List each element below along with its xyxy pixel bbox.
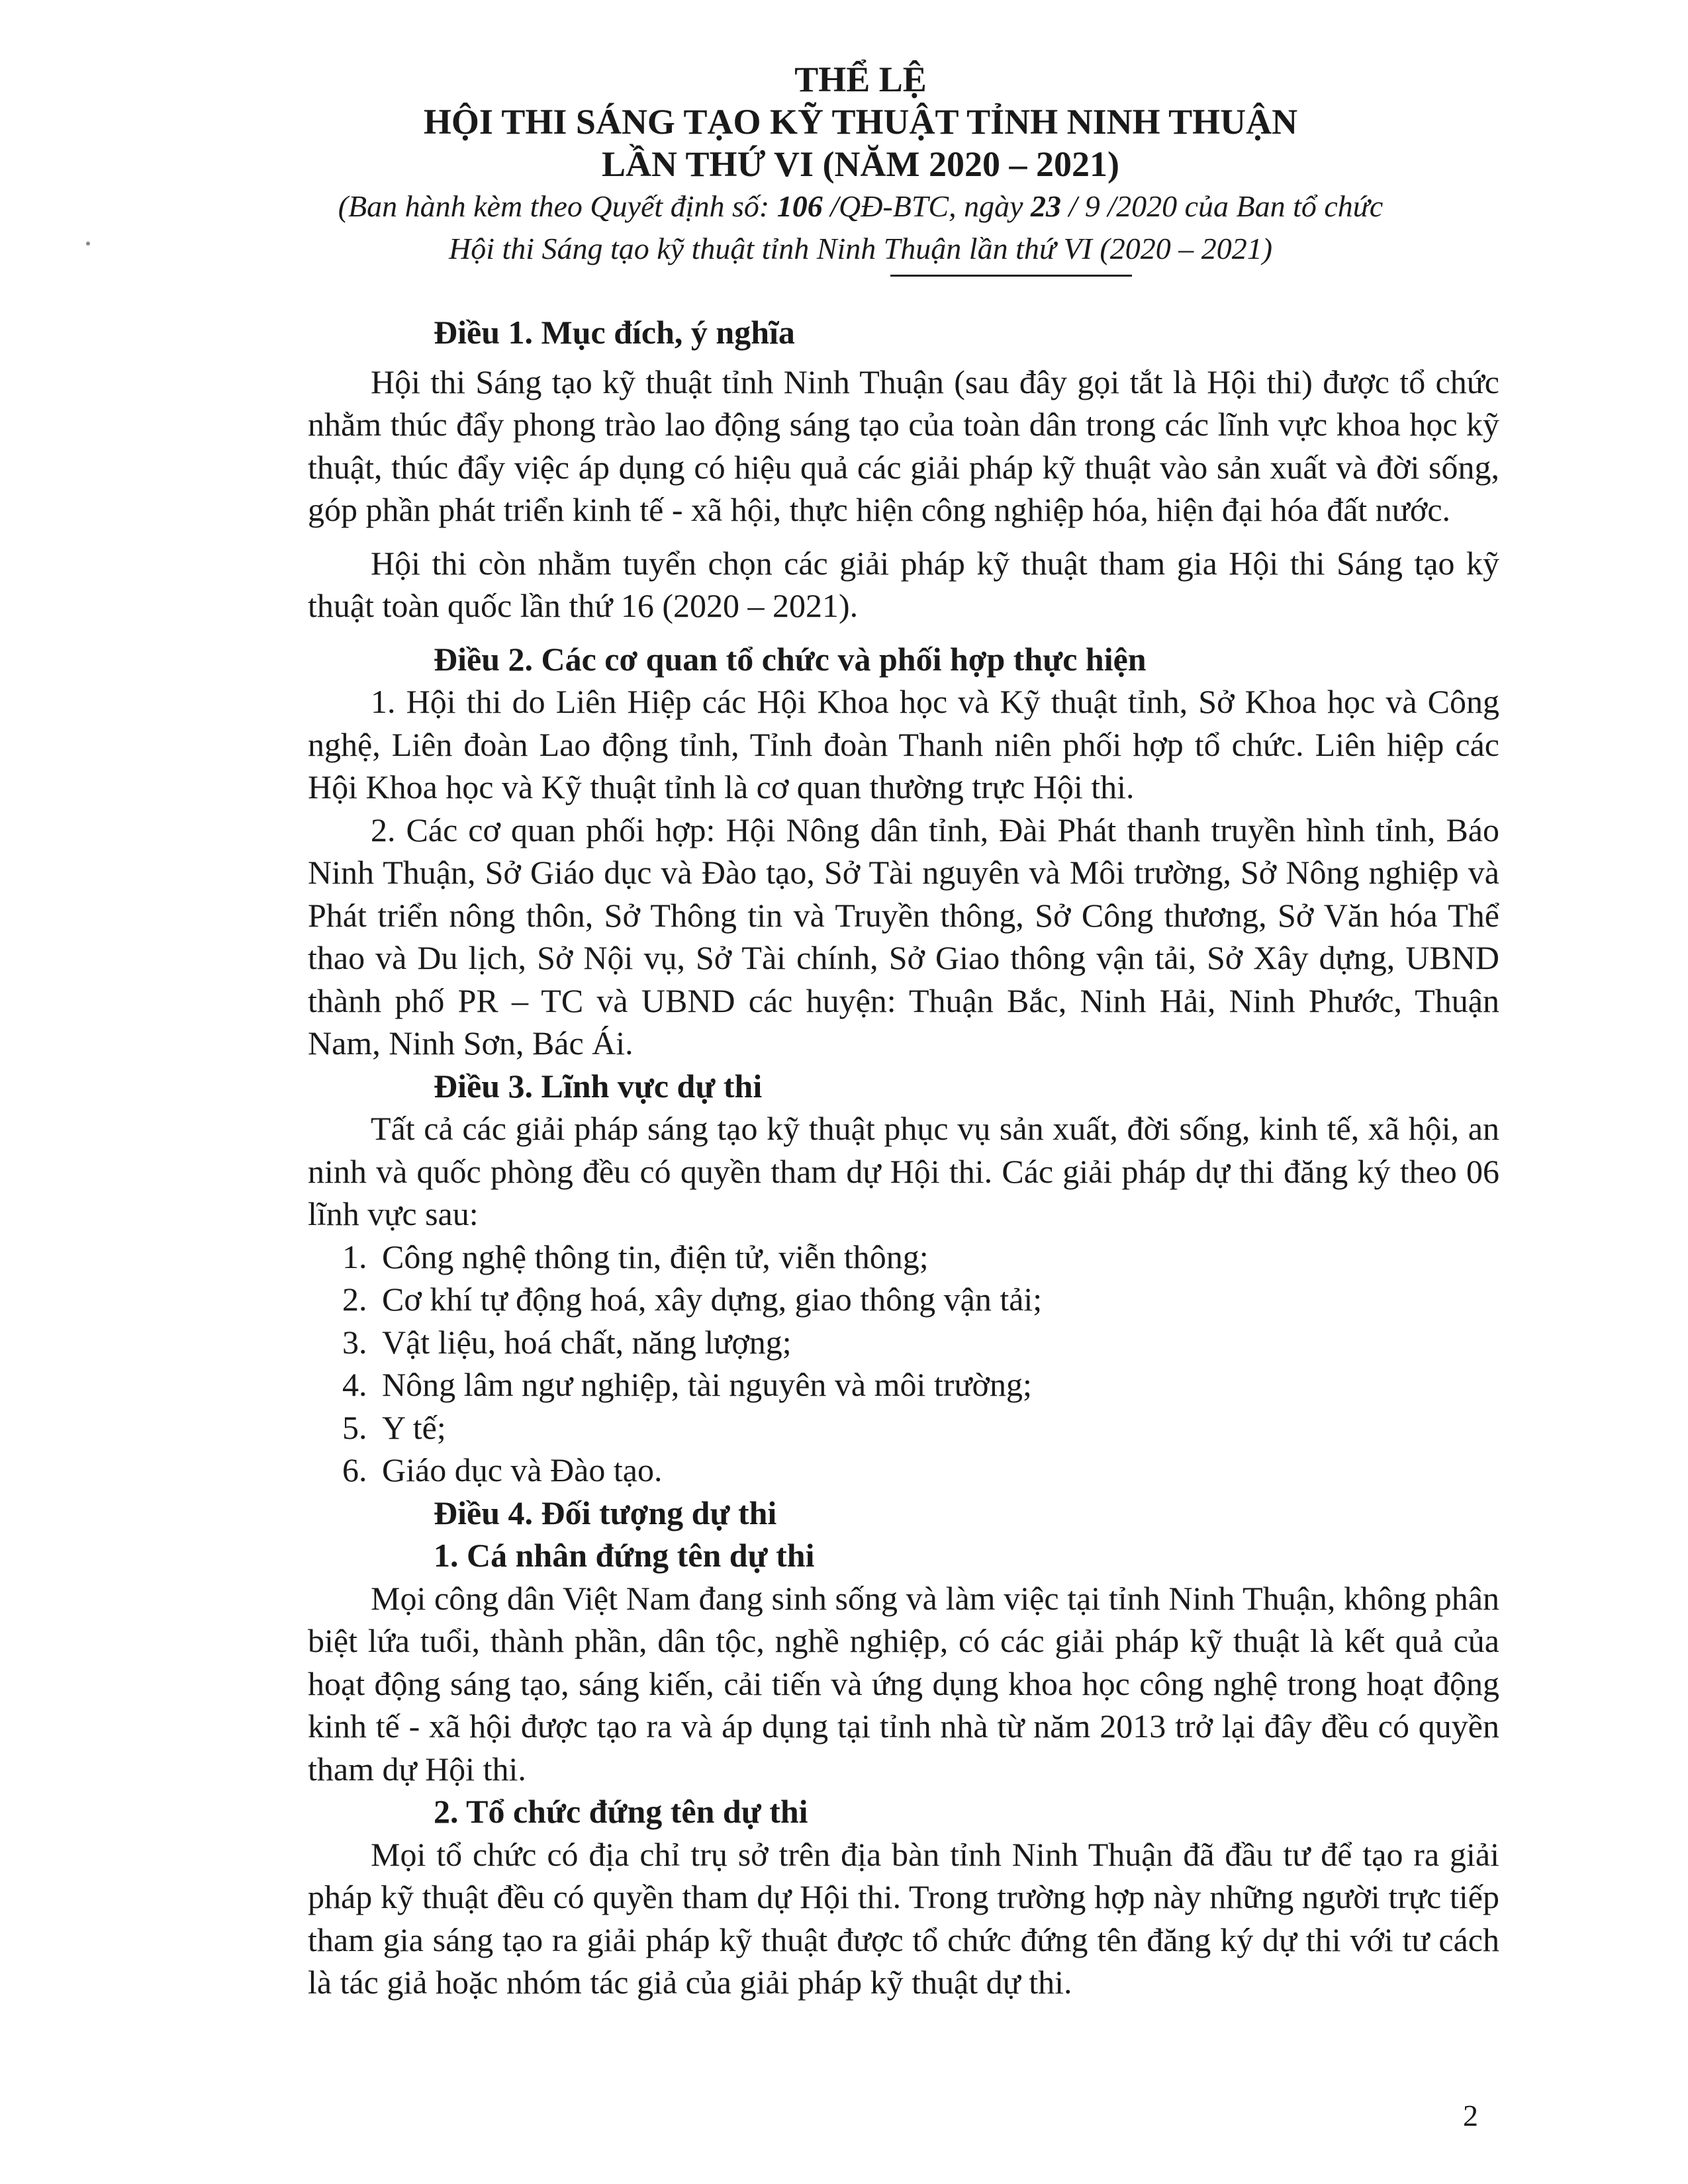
list-item: 4. Nông lâm ngư nghiệp, tài nguyên và môi trường;	[342, 1366, 1032, 1403]
article-3-heading: Điều 3. Lĩnh vực dự thi	[434, 1067, 763, 1105]
contest-name: HỘI THI SÁNG TẠO KỸ THUẬT TỈNH NINH THUẬN	[423, 102, 1298, 142]
list-item: 5. Y tế;	[342, 1408, 446, 1446]
document-body	[308, 311, 1499, 2004]
list-item: 3. Vật liệu, hoá chất, năng lượng;	[342, 1323, 792, 1361]
field-list	[308, 1236, 1499, 1492]
article-4-sub-1-heading: 1. Cá nhân đứng tên dự thi	[434, 1537, 815, 1574]
document-header	[252, 58, 1470, 270]
article-1-heading: Điều 1. Mục đích, ý nghĩa	[434, 314, 795, 351]
article-4-heading: Điều 4. Đối tượng dự thi	[434, 1494, 777, 1531]
article-1-paragraph-2: Hội thi còn nhằm tuyển chọn các giải pháp kỹ thuật tham gia Hội thi Sáng tạo kỹ thuật toàn quốc lần thứ 16 (2020 – 2021).	[308, 544, 1499, 624]
list-item: 1. Công nghệ thông tin, điện tử, viễn thông;	[342, 1238, 929, 1275]
list-item: 6. Giáo dục và Đào tạo.	[342, 1451, 663, 1488]
scan-speck	[86, 242, 90, 246]
issuance-note-line-1: (Ban hành kèm theo Quyết định số: 106 /QĐ-BTC, ngày 23 / 9 /2020 của Ban tổ chức	[338, 189, 1383, 223]
contest-edition: LẦN THỨ VI (NĂM 2020 – 2021)	[602, 144, 1119, 184]
issuance-note-line-2: Hội thi Sáng tạo kỹ thuật tỉnh Ninh Thuận lần thứ VI (2020 – 2021)	[448, 232, 1273, 265]
decision-day: 23	[1031, 189, 1062, 223]
article-2-heading: Điều 2. Các cơ quan tổ chức và phối hợp thực hiện	[434, 640, 1147, 678]
header-underline	[890, 275, 1132, 277]
article-4-sub-1-paragraph: Mọi công dân Việt Nam đang sinh sống và làm việc tại tỉnh Ninh Thuận, không phân biệt lứa tuổi, thành phần, dân tộc, nghề nghiệp, có các giải pháp kỹ thuật là kết quả của hoạt động sáng tạo, sáng kiến, cải tiến và ứng dụng khoa học công nghệ trong hoạt động kinh tế - xã hội được tạo ra và áp dụng tại tỉnh nhà từ năm 2013 trở lại đây đều có quyền tham dự Hội thi.	[308, 1579, 1499, 1788]
list-item: 2. Cơ khí tự động hoá, xây dựng, giao thông vận tải;	[342, 1281, 1043, 1318]
document-title: THỂ LỆ	[794, 60, 927, 99]
article-2-paragraph-2: 2. Các cơ quan phối hợp: Hội Nông dân tỉnh, Đài Phát thanh truyền hình tỉnh, Báo Ninh Thuận, Sở Giáo dục và Đào tạo, Sở Tài nguyên và Môi trường, Sở Nông nghiệp và Phát triển nông thôn, Sở Thông tin và Truyền thông, Sở Công thương, Sở Văn hóa Thể thao và Du lịch, Sở Nội vụ, Sở Tài chính, Sở Giao thông vận tải, Sở Xây dựng, UBND thành phố PR – TC và UBND các huyện: Thuận Bắc, Ninh Hải, Ninh Phước, Thuận Nam, Ninh Sơn, Bác Ái.	[308, 811, 1499, 1062]
article-3-paragraph-1: Tất cả các giải pháp sáng tạo kỹ thuật phục vụ sản xuất, đời sống, kinh tế, xã hội, an ninh và quốc phòng đều có quyền tham dự Hội thi. Các giải pháp dự thi đăng ký theo 06 lĩnh vực sau:	[308, 1110, 1499, 1232]
page-number: 2	[1463, 2099, 1478, 2132]
article-4-sub-2-paragraph: Mọi tổ chức có địa chỉ trụ sở trên địa bàn tỉnh Ninh Thuận đã đầu tư để tạo ra giải pháp kỹ thuật đều có quyền tham dự Hội thi. Trong trường hợp này những người trực tiếp tham gia sáng tạo ra giải pháp kỹ thuật được tổ chức đứng tên đăng ký dự thi với tư cách là tác giả hoặc nhóm tác giả của giải pháp kỹ thuật dự thi.	[308, 1835, 1499, 2001]
article-4-sub-2-heading: 2. Tổ chức đứng tên dự thi	[434, 1793, 808, 1830]
article-2-paragraph-1: 1. Hội thi do Liên Hiệp các Hội Khoa học và Kỹ thuật tỉnh, Sở Khoa học và Công nghệ, Liên đoàn Lao động tỉnh, Tỉnh đoàn Thanh niên phối hợp tổ chức. Liên hiệp các Hội Khoa học và Kỹ thuật tỉnh là cơ quan thường trực Hội thi.	[308, 683, 1499, 805]
decision-number: 106	[776, 189, 823, 223]
article-1-paragraph-1: Hội thi Sáng tạo kỹ thuật tỉnh Ninh Thuận (sau đây gọi tắt là Hội thi) được tổ chức nhằm thúc đẩy phong trào lao động sáng tạo của toàn dân trong các lĩnh vực khoa học kỹ thuật, thúc đẩy việc áp dụng có hiệu quả các giải pháp kỹ thuật vào sản xuất và đời sống, góp phần phát triển kinh tế - xã hội, thực hiện công nghiệp hóa, hiện đại hóa đất nước.	[308, 363, 1499, 528]
